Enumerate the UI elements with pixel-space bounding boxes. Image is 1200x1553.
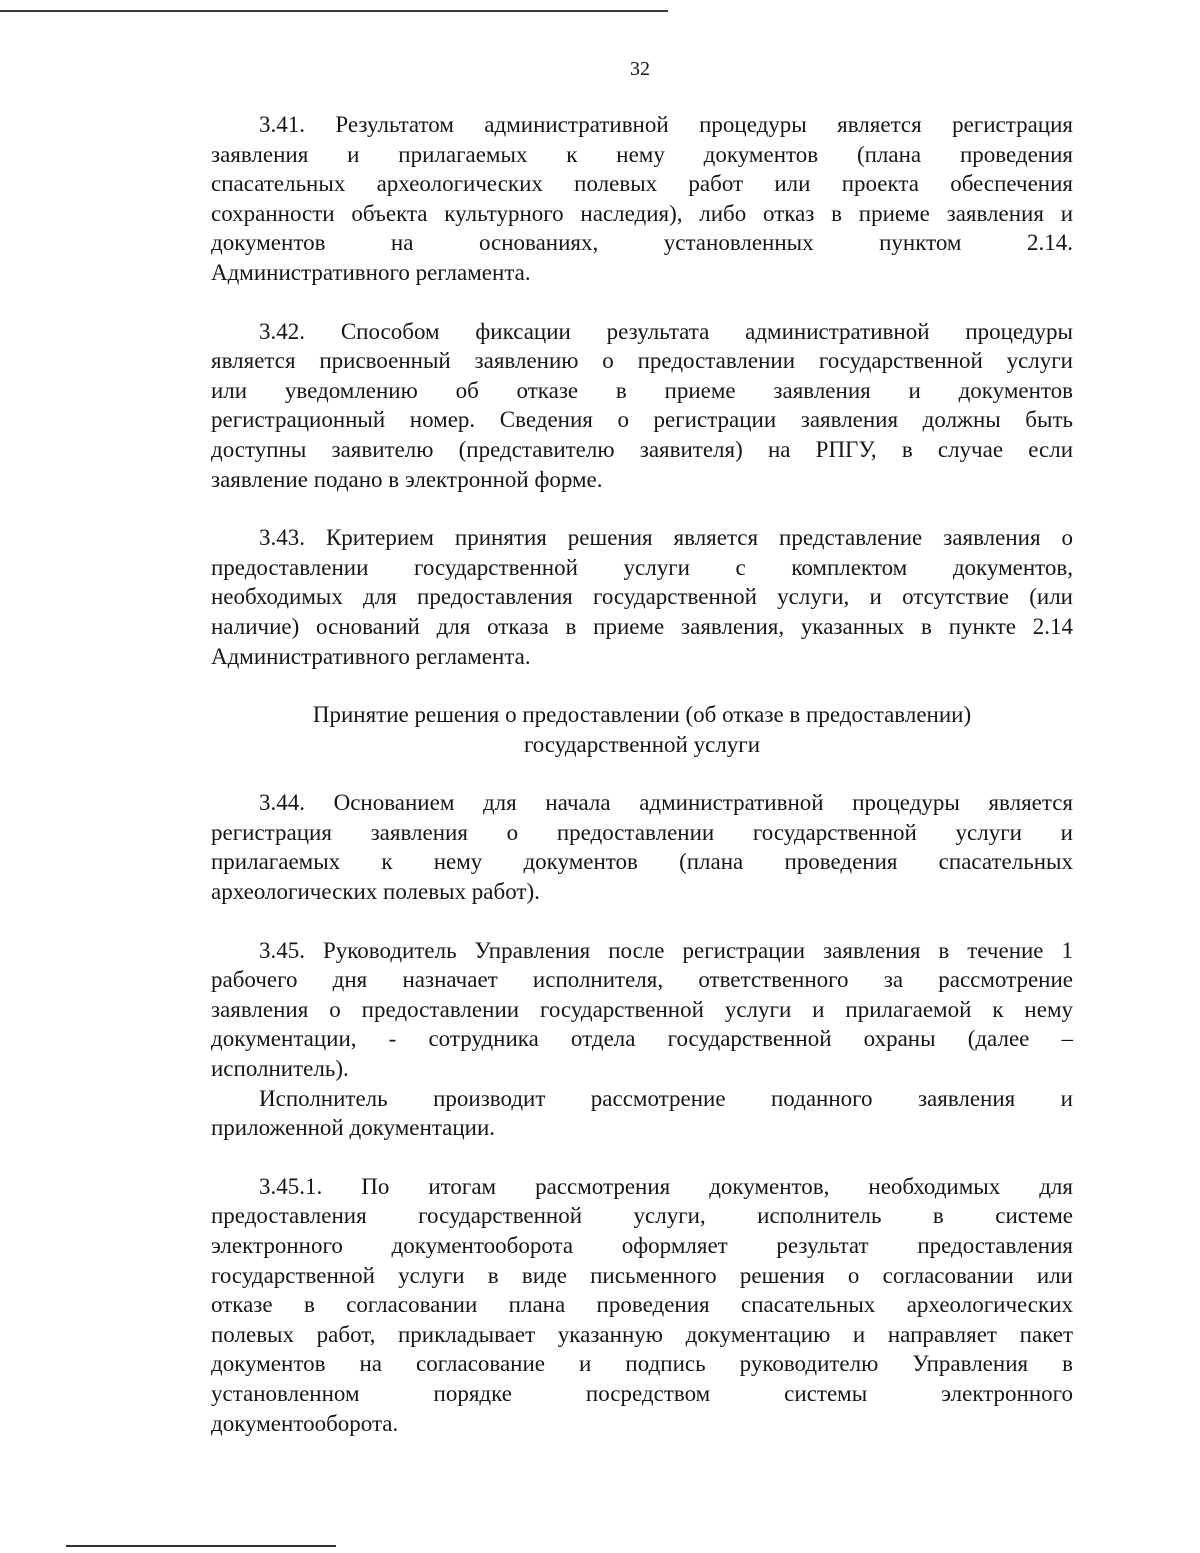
- text-line: 3.45.1. По итогам рассмотрения документов, необходимых для: [259, 1173, 1073, 1199]
- text-line: документов на основаниях, установленных пунктом 2.14.: [211, 230, 1073, 256]
- paragraph-3-42: [211, 317, 1073, 495]
- text-line: наличие) оснований для отказа в приеме заявления, указанных в пункте 2.14: [211, 613, 1073, 639]
- text-line: 3.45. Руководитель Управления после регистрации заявления в течение 1: [259, 937, 1073, 963]
- text-line: сохранности объекта культурного наследия), либо отказ в приеме заявления и: [211, 200, 1073, 226]
- document-body: [211, 110, 1073, 1467]
- text-line: документации, - сотрудника отдела государственной охраны (далее –: [211, 1026, 1073, 1052]
- text-line: рабочего дня назначает исполнителя, ответственного за рассмотрение: [211, 967, 1073, 993]
- text-line: полевых работ, прикладывает указанную документацию и направляет пакет: [211, 1321, 1073, 1347]
- section-heading-line: государственной услуги: [523, 731, 761, 757]
- text-line: доступны заявителю (представителю заявителя) на РПГУ, в случае если: [211, 436, 1073, 462]
- text-line: государственной услуги в виде письменного решения о согласовании или: [211, 1262, 1073, 1288]
- section-heading-line: Принятие решения о предоставлении (об отказе в предоставлении): [312, 702, 972, 728]
- text-line: установленном порядке посредством системы электронного: [211, 1380, 1073, 1406]
- text-line: 3.43. Критерием принятия решения является представление заявления о: [259, 525, 1073, 551]
- paragraph-3-41: [211, 110, 1073, 288]
- text-line: Исполнитель производит рассмотрение поданного заявления и: [259, 1085, 1073, 1111]
- text-line: отказе в согласовании плана проведения спасательных археологических: [211, 1292, 1073, 1318]
- text-line: предоставления государственной услуги, исполнитель в системе: [211, 1203, 1073, 1229]
- text-line: документооборота.: [211, 1410, 399, 1436]
- text-line: 3.41. Результатом административной процедуры является регистрация: [259, 112, 1073, 137]
- text-line: 3.44. Основанием для начала административной процедуры является: [259, 790, 1073, 816]
- text-line: электронного документооборота оформляет результат предоставления: [211, 1233, 1073, 1258]
- page-number: 32: [630, 58, 650, 80]
- text-line: необходимых для предоставления государственной услуги, и отсутствие (или: [211, 584, 1073, 610]
- scan-edge-line-top: [0, 10, 668, 12]
- text-line: археологических полевых работ).: [211, 879, 540, 905]
- text-line: спасательных археологических полевых работ или проекта обеспечения: [211, 171, 1073, 197]
- text-line: приложенной документации.: [211, 1115, 496, 1141]
- text-line: или уведомлению об отказе в приеме заявления и документов: [211, 377, 1073, 403]
- paragraph-3-45: [211, 936, 1073, 1084]
- text-line: Административного регламента.: [211, 643, 531, 669]
- text-line: заявления и прилагаемых к нему документов (плана проведения: [211, 141, 1073, 167]
- text-line: 3.42. Способом фиксации результата административной процедуры: [259, 318, 1073, 344]
- text-line: регистрационный номер. Сведения о регистрации заявления должны быть: [211, 407, 1073, 433]
- text-line: заявление подано в электронной форме.: [211, 466, 603, 492]
- text-line: регистрация заявления о предоставлении государственной услуги и: [211, 819, 1073, 845]
- text-line: прилагаемых к нему документов (плана проведения спасательных: [211, 849, 1073, 875]
- section-heading: [211, 700, 1073, 759]
- paragraph-3-45-executor: [211, 1084, 1073, 1143]
- text-line: документов на согласование и подпись руководителю Управления в: [211, 1351, 1073, 1377]
- paragraph-3-44: [211, 788, 1073, 906]
- paragraph-3-45-1: [211, 1172, 1073, 1438]
- scan-edge-line-bottom: [66, 1545, 336, 1547]
- paragraph-3-43: [211, 523, 1073, 671]
- text-line: является присвоенный заявлению о предоставлении государственной услуги: [211, 348, 1073, 374]
- text-line: Административного регламента.: [211, 259, 531, 285]
- text-line: исполнитель).: [211, 1056, 349, 1082]
- text-line: заявления о предоставлении государственной услуги и прилагаемой к нему: [211, 996, 1073, 1022]
- text-line: предоставлении государственной услуги с комплектом документов,: [211, 554, 1073, 580]
